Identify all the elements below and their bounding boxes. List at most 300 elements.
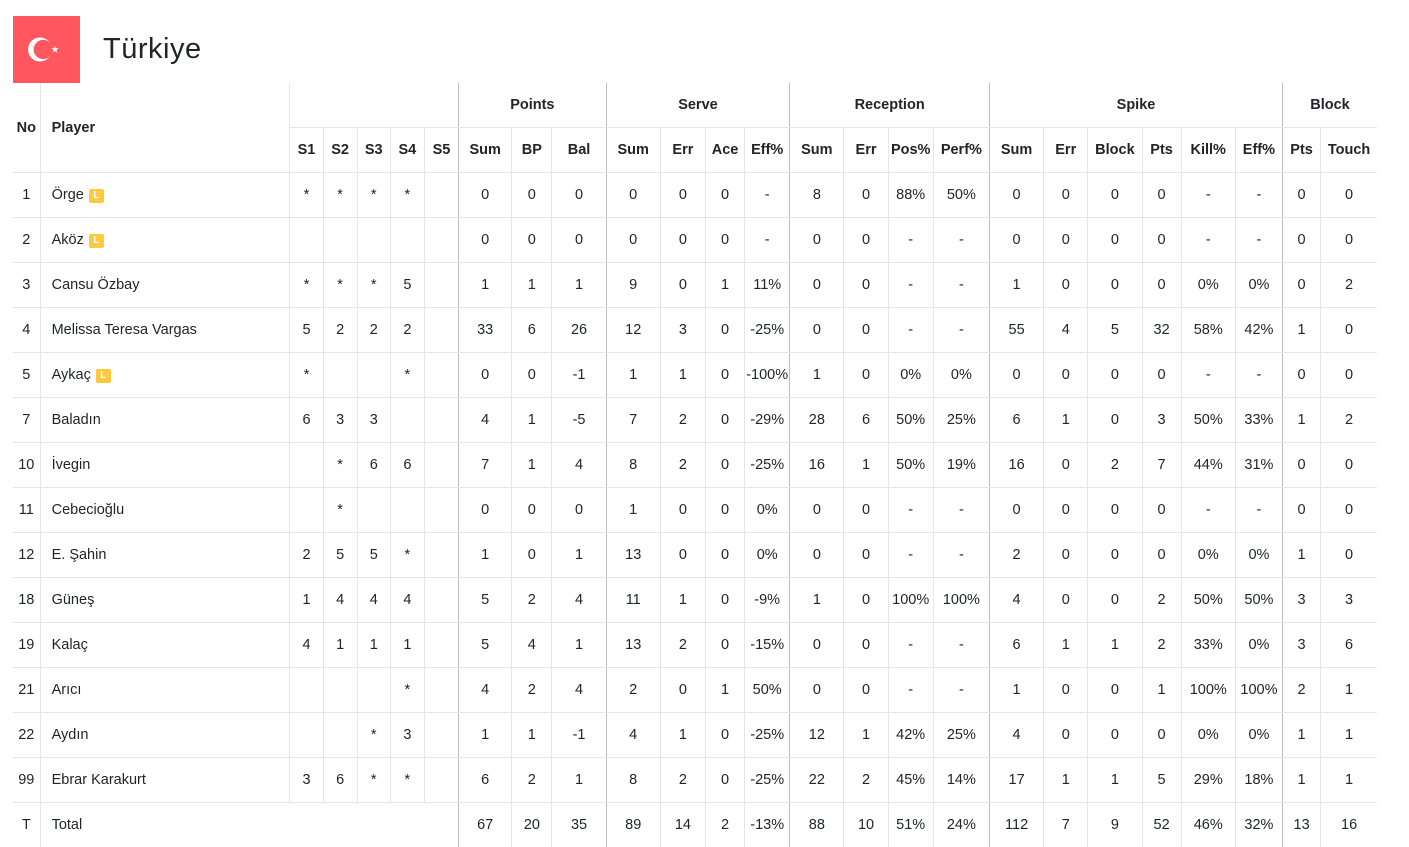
player-row [13,173,1377,218]
serve-cell: 8 [606,443,660,488]
spike-cell: 0 [1088,398,1142,443]
points-cell: 5 [459,578,512,623]
serve-cell: 2 [660,443,705,488]
block-cell: 0 [1321,488,1377,533]
set-cell: 1 [390,623,424,668]
spike-cell: 2 [989,533,1043,578]
points-cell: 1 [459,263,512,308]
spike-cell: 7 [1142,443,1181,488]
col-header-block-touch: Touch [1321,128,1377,173]
serve-cell: 7 [606,398,660,443]
spike-cell: 0 [989,488,1043,533]
set-cell [424,218,458,263]
player-name: Baladın [52,412,101,428]
player-name: E. Şahin [52,547,107,563]
player-name-cell [40,353,290,398]
set-cell: * [323,263,357,308]
block-cell: 3 [1283,578,1321,623]
reception-cell: 0% [888,353,933,398]
player-name-cell [40,218,290,263]
spike-cell: 50% [1181,578,1235,623]
reception-cell: 0 [844,308,888,353]
reception-cell: 0 [790,308,844,353]
points-cell: 0 [512,353,552,398]
player-number: 21 [13,668,40,713]
col-header-spike-err: Err [1044,128,1088,173]
serve-cell: -25% [745,443,790,488]
set-cell: * [390,353,424,398]
serve-cell: 0 [705,353,744,398]
points-cell: 2 [512,668,552,713]
reception-cell: 0 [844,668,888,713]
total-block-cell: 16 [1321,803,1377,847]
points-cell: -5 [552,398,606,443]
player-row [13,713,1377,758]
libero-badge: L [89,234,104,248]
player-row [13,398,1377,443]
spike-cell: 2 [1142,623,1181,668]
block-cell: 0 [1321,353,1377,398]
serve-cell: 8 [606,758,660,803]
reception-cell: 0 [790,263,844,308]
group-header-row [13,83,1377,128]
col-header-s5: S5 [424,128,458,173]
total-spike-cell: 112 [989,803,1043,847]
set-cell [323,353,357,398]
spike-cell: 0 [1088,713,1142,758]
reception-cell: 88% [888,173,933,218]
block-cell: 1 [1283,533,1321,578]
spike-cell: 100% [1235,668,1282,713]
serve-cell: 0 [660,218,705,263]
set-cell: * [357,263,390,308]
spike-cell: 0 [1044,668,1088,713]
points-cell: 1 [552,263,606,308]
spike-cell: 2 [1088,443,1142,488]
block-cell: 0 [1283,218,1321,263]
serve-cell: 0 [705,308,744,353]
player-name: Örge [52,187,84,203]
spike-cell: 0 [1088,578,1142,623]
reception-cell: 16 [790,443,844,488]
player-name: Kalaç [52,637,88,653]
spike-cell: 0 [1088,533,1142,578]
spike-cell: 100% [1181,668,1235,713]
set-cell [290,713,323,758]
block-cell: 1 [1283,398,1321,443]
set-cell: * [290,173,323,218]
spike-cell: - [1181,218,1235,263]
col-header-s1: S1 [290,128,323,173]
points-cell: 0 [552,173,606,218]
player-number: 3 [13,263,40,308]
spike-cell: 4 [1044,308,1088,353]
reception-cell: 0 [790,533,844,578]
set-cell [424,488,458,533]
reception-cell: - [888,488,933,533]
spike-cell: 5 [1088,308,1142,353]
spike-cell: 2 [1142,578,1181,623]
serve-cell: - [745,218,790,263]
total-spike-cell: 46% [1181,803,1235,847]
total-points-cell: 67 [459,803,512,847]
spike-cell: 50% [1235,578,1282,623]
team-name: Türkiye [103,33,202,66]
player-name-cell [40,758,290,803]
spike-cell: 3 [1142,398,1181,443]
col-header-points-bal: Bal [552,128,606,173]
player-number: 7 [13,398,40,443]
reception-cell: 0 [844,623,888,668]
spike-cell: 0% [1235,533,1282,578]
serve-cell: 0 [705,173,744,218]
total-spike-cell: 9 [1088,803,1142,847]
total-points-cell: 35 [552,803,606,847]
total-serve-cell: 14 [660,803,705,847]
spike-cell: 1 [989,263,1043,308]
serve-cell: -25% [745,713,790,758]
set-cell [424,668,458,713]
serve-cell: 12 [606,308,660,353]
set-cell: 4 [357,578,390,623]
points-cell: 4 [512,623,552,668]
player-number: 11 [13,488,40,533]
spike-cell: 0% [1235,623,1282,668]
serve-cell: 0 [705,488,744,533]
player-row [13,263,1377,308]
reception-cell: 50% [933,173,989,218]
spike-cell: 0 [1088,353,1142,398]
reception-cell: 12 [790,713,844,758]
spike-cell: 0 [1044,713,1088,758]
points-cell: 0 [512,173,552,218]
points-cell: 1 [512,398,552,443]
col-header-serve-err: Err [660,128,705,173]
col-header-block-pts: Pts [1283,128,1321,173]
player-row [13,578,1377,623]
col-header-s3: S3 [357,128,390,173]
serve-cell: -25% [745,308,790,353]
spike-cell: 0 [1088,173,1142,218]
set-cell: 1 [323,623,357,668]
col-header-s2: S2 [323,128,357,173]
serve-cell: 1 [606,353,660,398]
set-cell [390,218,424,263]
points-cell: 6 [459,758,512,803]
col-header-reception-perf: Perf% [933,128,989,173]
player-name-cell [40,488,290,533]
set-cell: * [290,263,323,308]
serve-cell: 0 [705,713,744,758]
serve-cell: 1 [705,263,744,308]
reception-cell: 0 [844,263,888,308]
serve-cell: 0% [745,533,790,578]
points-cell: 0 [459,173,512,218]
player-name-cell [40,173,290,218]
spike-cell: - [1235,488,1282,533]
total-reception-cell: 51% [888,803,933,847]
reception-cell: 28 [790,398,844,443]
block-cell: 1 [1283,758,1321,803]
set-cell: 3 [357,398,390,443]
player-stats-table [13,83,1377,847]
spike-cell: - [1181,488,1235,533]
serve-cell: 2 [660,398,705,443]
spike-cell: 29% [1181,758,1235,803]
points-cell: 1 [459,713,512,758]
player-name-cell [40,308,290,353]
player-row [13,308,1377,353]
total-reception-cell: 10 [844,803,888,847]
player-name-cell [40,398,290,443]
reception-cell: 45% [888,758,933,803]
spike-cell: 0 [1044,443,1088,488]
spike-cell: - [1235,173,1282,218]
player-name: Ebrar Karakurt [52,772,146,788]
serve-cell: -15% [745,623,790,668]
player-row [13,443,1377,488]
player-name: Melissa Teresa Vargas [52,322,197,338]
player-name: Arıcı [52,682,82,698]
player-number: 4 [13,308,40,353]
serve-cell: -29% [745,398,790,443]
player-name: Cebecioğlu [52,502,125,518]
serve-cell: 11% [745,263,790,308]
block-cell: 0 [1283,353,1321,398]
col-header-points-sum: Sum [459,128,512,173]
reception-cell: 0 [844,533,888,578]
points-cell: 2 [512,578,552,623]
reception-cell: - [933,263,989,308]
spike-cell: 0% [1181,713,1235,758]
set-cell [424,758,458,803]
libero-badge: L [96,369,111,383]
spike-cell: 50% [1181,398,1235,443]
total-spike-cell: 52 [1142,803,1181,847]
serve-cell: 0 [705,758,744,803]
total-reception-cell: 24% [933,803,989,847]
reception-cell: - [888,218,933,263]
spike-cell: 0 [1088,668,1142,713]
block-cell: 0 [1321,308,1377,353]
col-header-s4: S4 [390,128,424,173]
set-cell [323,713,357,758]
serve-cell: 1 [705,668,744,713]
col-header-spike-eff: Eff% [1235,128,1282,173]
set-cell: 2 [357,308,390,353]
points-cell: 1 [552,758,606,803]
block-cell: 1 [1321,758,1377,803]
block-cell: 0 [1283,488,1321,533]
reception-cell: 14% [933,758,989,803]
libero-badge: L [89,189,104,203]
total-number: T [13,803,40,847]
group-header-points: Points [459,83,607,128]
set-cell [424,398,458,443]
reception-cell: 0 [790,623,844,668]
player-row [13,623,1377,668]
set-cell [357,353,390,398]
spike-cell: 1 [989,668,1043,713]
spike-cell: 0 [989,173,1043,218]
reception-cell: - [933,533,989,578]
points-cell: 2 [512,758,552,803]
points-cell: 6 [512,308,552,353]
set-cell: 6 [357,443,390,488]
reception-cell: 8 [790,173,844,218]
col-header-reception-err: Err [844,128,888,173]
col-header-serve-eff: Eff% [745,128,790,173]
player-name-cell [40,443,290,488]
set-cell [357,668,390,713]
total-serve-cell: 2 [705,803,744,847]
player-number: 12 [13,533,40,578]
points-cell: 0 [552,488,606,533]
spike-cell: 0 [989,218,1043,263]
set-cell: 5 [390,263,424,308]
player-number: 18 [13,578,40,623]
points-cell: 4 [552,578,606,623]
reception-cell: 25% [933,713,989,758]
total-serve-cell: -13% [745,803,790,847]
spike-cell: 6 [989,623,1043,668]
reception-cell: 0 [790,218,844,263]
set-cell: * [390,173,424,218]
serve-cell: 0 [705,218,744,263]
points-cell: 1 [512,443,552,488]
reception-cell: 100% [933,578,989,623]
set-cell: * [323,443,357,488]
group-header-sets [290,83,459,128]
set-cell [424,713,458,758]
player-number: 10 [13,443,40,488]
reception-cell: 50% [888,398,933,443]
serve-cell: 0 [660,173,705,218]
set-cell [424,443,458,488]
total-row [13,803,1377,847]
spike-cell: 0 [1142,353,1181,398]
player-number: 22 [13,713,40,758]
block-cell: 2 [1321,263,1377,308]
set-cell: 3 [323,398,357,443]
set-cell: 1 [357,623,390,668]
block-cell: 0 [1283,173,1321,218]
set-cell [323,218,357,263]
spike-cell: 1 [1088,758,1142,803]
serve-cell: 2 [660,623,705,668]
serve-cell: 11 [606,578,660,623]
col-header-spike-block: Block [1088,128,1142,173]
reception-cell: - [933,218,989,263]
serve-cell: 1 [606,488,660,533]
reception-cell: 0 [844,578,888,623]
set-cell: * [323,488,357,533]
col-header-no: No [13,83,40,173]
set-cell [290,488,323,533]
spike-cell: 0 [1142,263,1181,308]
set-cell [290,443,323,488]
points-cell: 0 [512,533,552,578]
serve-cell: 0 [660,263,705,308]
spike-cell: 0 [1044,533,1088,578]
player-row [13,668,1377,713]
col-header-reception-sum: Sum [790,128,844,173]
set-cell [424,263,458,308]
spike-cell: 1 [1044,623,1088,668]
set-cell [424,623,458,668]
set-cell: 4 [323,578,357,623]
set-cell: * [390,668,424,713]
spike-cell: 0 [1142,713,1181,758]
spike-cell: 32 [1142,308,1181,353]
spike-cell: 44% [1181,443,1235,488]
spike-cell: 16 [989,443,1043,488]
reception-cell: 0 [844,353,888,398]
set-cell: 2 [390,308,424,353]
col-header-points-bp: BP [512,128,552,173]
spike-cell: 0 [1044,218,1088,263]
reception-cell: 6 [844,398,888,443]
set-cell [390,398,424,443]
set-cell: * [357,173,390,218]
total-reception-cell: 88 [790,803,844,847]
points-cell: 26 [552,308,606,353]
player-name: Cansu Özbay [52,277,140,293]
set-cell: 1 [290,578,323,623]
player-row [13,488,1377,533]
spike-cell: 58% [1181,308,1235,353]
player-name: Aydın [52,727,89,743]
turkey-flag-icon [13,16,80,83]
set-cell [424,578,458,623]
player-row [13,533,1377,578]
serve-cell: 0 [705,623,744,668]
reception-cell: 22 [790,758,844,803]
spike-cell: 18% [1235,758,1282,803]
set-cell: * [357,713,390,758]
block-cell: 0 [1321,443,1377,488]
set-cell [424,533,458,578]
player-row [13,758,1377,803]
points-cell: 4 [552,668,606,713]
set-cell: 6 [390,443,424,488]
serve-cell: 0 [606,218,660,263]
spike-cell: 0% [1235,713,1282,758]
block-cell: 1 [1283,713,1321,758]
col-header-spike-sum: Sum [989,128,1043,173]
reception-cell: - [888,533,933,578]
reception-cell: - [888,263,933,308]
group-header-spike: Spike [989,83,1282,128]
spike-cell: 0% [1181,263,1235,308]
reception-cell: - [933,623,989,668]
reception-cell: 0 [790,668,844,713]
player-number: 99 [13,758,40,803]
col-header-reception-pos: Pos% [888,128,933,173]
points-cell: 7 [459,443,512,488]
set-cell: * [390,533,424,578]
block-cell: 1 [1283,308,1321,353]
spike-cell: 0% [1181,533,1235,578]
player-number: 1 [13,173,40,218]
player-name: Güneş [52,592,95,608]
set-cell: * [390,758,424,803]
set-cell: 3 [290,758,323,803]
reception-cell: 42% [888,713,933,758]
player-name-cell [40,713,290,758]
spike-cell: 0 [1088,218,1142,263]
block-cell: 0 [1283,443,1321,488]
